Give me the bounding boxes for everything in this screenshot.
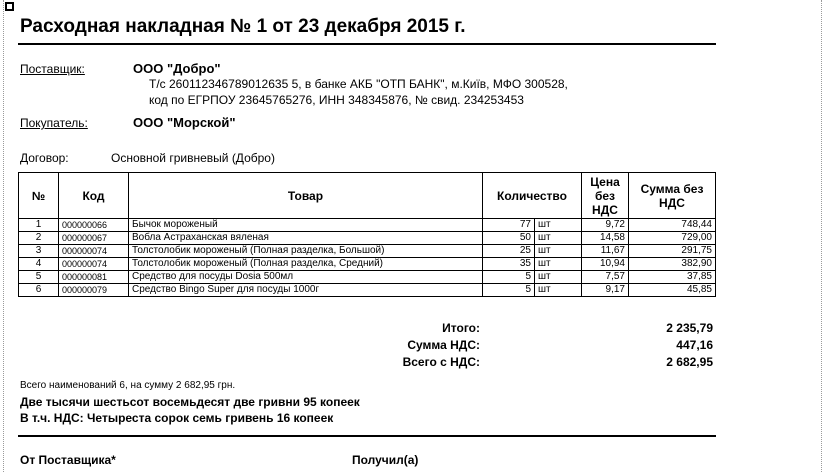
row-sum: 729,00 [629,232,716,245]
row-price: 9,17 [582,284,629,297]
row-sum: 748,44 [629,219,716,232]
table-row [19,232,716,245]
row-qty: 5 [483,284,535,297]
row-unit: шт [535,284,582,297]
row-sum: 37,85 [629,271,716,284]
col-header-sum: Сумма без НДС [629,173,716,219]
vat-value: 447,16 [676,338,713,352]
row-product: Средство для посуды Dosia 500мл [129,271,483,284]
signature-separator [18,435,716,437]
row-code: 000000066 [59,219,129,232]
supplier-label: Поставщик: [20,62,85,76]
page-edge-line [821,0,822,472]
row-price: 10,94 [582,258,629,271]
col-header-product: Товар [129,173,483,219]
row-unit: шт [535,219,582,232]
row-unit: шт [535,258,582,271]
row-qty: 50 [483,232,535,245]
row-num: 1 [19,219,59,232]
table-row [19,284,716,297]
row-code: 000000079 [59,284,129,297]
row-num: 2 [19,232,59,245]
page-edge-line [3,0,4,472]
row-qty: 5 [483,271,535,284]
supplier-registration-details: код по ЕГРПОУ 23645765276, ИНН 348345876, № свид. 234253453 [149,93,524,107]
row-sum: 382,90 [629,258,716,271]
row-product: Толстолобик мороженый (Полная разделка, Средний) [129,258,483,271]
supplier-signature-label: От Поставщика* [20,453,116,467]
grand-total-value: 2 682,95 [666,355,713,369]
col-header-code: Код [59,173,129,219]
contract-value: Основной гривневый (Добро) [111,151,275,165]
row-price: 11,67 [582,245,629,258]
row-product: Средство Bingo Super для посуды 1000г [129,284,483,297]
row-qty: 35 [483,258,535,271]
row-product: Толстолобик мороженый (Полная разделка, Большой) [129,245,483,258]
vat-in-words: В т.ч. НДС: Четыреста сорок семь гривень 16 копеек [20,411,334,425]
row-num: 5 [19,271,59,284]
table-row [19,219,716,232]
col-header-qty: Количество [483,173,582,219]
row-code: 000000074 [59,245,129,258]
row-unit: шт [535,271,582,284]
page-corner-marker [5,2,14,11]
total-value: 2 235,79 [666,321,713,335]
row-price: 7,57 [582,271,629,284]
items-table [18,172,716,297]
row-code: 000000074 [59,258,129,271]
row-num: 3 [19,245,59,258]
row-qty: 77 [483,219,535,232]
received-signature-label: Получил(а) [352,453,419,467]
col-header-num: № [19,173,59,219]
row-price: 14,58 [582,232,629,245]
row-num: 4 [19,258,59,271]
table-row [19,245,716,258]
contract-label: Договор: [20,151,69,165]
row-code: 000000081 [59,271,129,284]
table-header-row [19,173,716,219]
vat-label: Сумма НДС: [407,338,480,352]
row-qty: 25 [483,245,535,258]
row-num: 6 [19,284,59,297]
supplier-name: ООО "Добро" [133,61,221,76]
table-row [19,271,716,284]
total-label: Итого: [442,321,480,335]
buyer-name: ООО "Морской" [133,115,236,130]
title-underline [18,43,716,45]
buyer-label: Покупатель: [20,116,88,130]
row-product: Вобла Астраханская вяленая [129,232,483,245]
row-unit: шт [535,232,582,245]
row-product: Бычок мороженый [129,219,483,232]
row-sum: 45,85 [629,284,716,297]
col-header-price: Цена без НДС [582,173,629,219]
grand-total-label: Всего с НДС: [402,355,480,369]
document-title: Расходная накладная № 1 от 23 декабря 2015 г. [20,16,466,37]
items-summary: Всего наименований 6, на сумму 2 682,95 грн. [20,380,236,391]
row-price: 9,72 [582,219,629,232]
row-code: 000000067 [59,232,129,245]
row-unit: шт [535,245,582,258]
supplier-bank-details: Т/с 260112346789012635 5, в банке АКБ "ОТП БАНК", м.Київ, МФО 300528, [149,77,568,91]
amount-in-words: Две тысячи шестьсот восемьдесят две гривни 95 копеек [20,395,360,409]
table-row [19,258,716,271]
row-sum: 291,75 [629,245,716,258]
